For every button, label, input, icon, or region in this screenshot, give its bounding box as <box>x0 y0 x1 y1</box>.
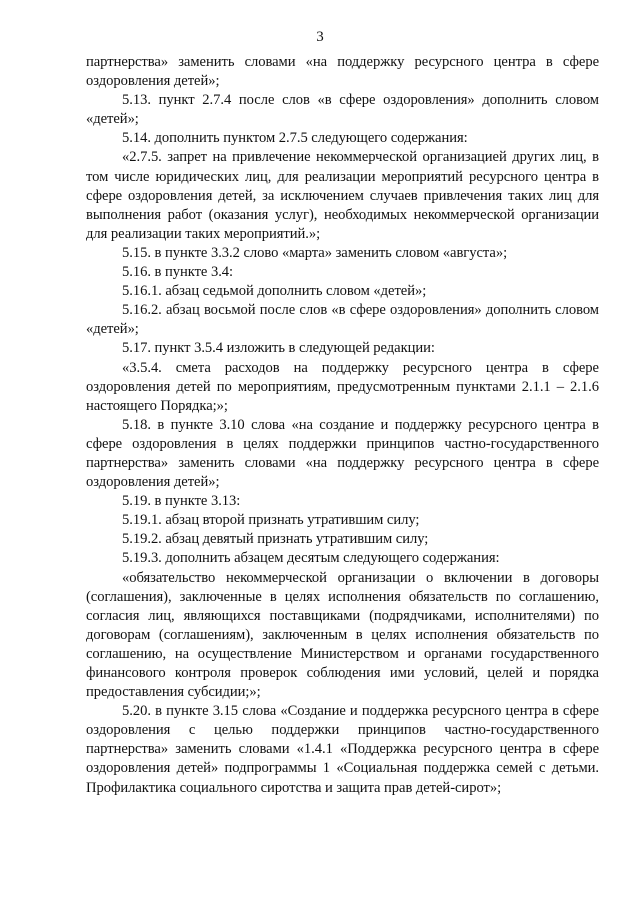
paragraph-3-5-4-quote: «3.5.4. смета расходов на поддержку ресурсного центра в сфере оздоровления детей по мероприятиям, предусмотренным пунктами 2.1.1 – 2.1.6 настоящего Порядка;»; <box>86 359 599 414</box>
paragraph-5-19-2: 5.19.2. абзац девятый признать утратившим силу; <box>122 531 429 548</box>
paragraph-5-19-1: 5.19.1. абзац второй признать утратившим силу; <box>122 512 420 529</box>
paragraph-5-19-3: 5.19.3. дополнить абзацем десятым следующего содержания: <box>122 550 500 567</box>
paragraph-5-16-1: 5.16.1. абзац седьмой дополнить словом «детей»; <box>122 283 427 300</box>
paragraph-5-16-2: 5.16.2. абзац восьмой после слов «в сфере оздоровления» дополнить словом «детей»; <box>86 302 599 338</box>
paragraph-5-14: 5.14. дополнить пунктом 2.7.5 следующего содержания: <box>122 130 468 147</box>
paragraph-5-15: 5.15. в пункте 3.3.2 слово «марта» заменить словом «августа»; <box>122 244 508 261</box>
paragraph-obligation-quote: «обязательство некоммерческой организации о включении в договоры (соглашения), заключенные в целях исполнения обязательств по соглашению, согласия лиц, являющихся поставщиками (подрядчиками, исполнителями) по договорам (соглашениям), заключенным в целях исполнения обязательств по соглашению, на осуществление Министерством и органами государственного финансового контроля проверок соблюдения ими условий, целей и порядка предоставления субсидии;»; <box>86 569 599 701</box>
page-number: 3 <box>316 29 324 45</box>
paragraph-5-18: 5.18. в пункте 3.10 слова «на создание и поддержку ресурсного центра в сфере оздоровления в целях поддержки принципов частно-государственного партнерства» заменить словами «на поддержку ресурсного центра в сфере оздоровления детей»; <box>86 416 599 491</box>
paragraph-5-13: 5.13. пункт 2.7.4 после слов «в сфере оздоровления» дополнить словом «детей»; <box>86 92 599 128</box>
paragraph-5-20: 5.20. в пункте 3.15 слова «Создание и поддержка ресурсного центра в сфере оздоровления с целью поддержки принципов частно-государственного партнерства» заменить словами «1.4.1 «Поддержка ресурсного центра в сфере оздоровления детей» подпрограммы 1 «Социальная поддержка семей с детьми. Профилактика социального сиротства и защита прав детей-сирот»; <box>86 703 599 796</box>
paragraph-5-16: 5.16. в пункте 3.4: <box>122 264 234 281</box>
paragraph-5-19: 5.19. в пункте 3.13: <box>122 493 241 510</box>
paragraph-5-17: 5.17. пункт 3.5.4 изложить в следующей редакции: <box>122 340 435 357</box>
document-body <box>86 53 599 798</box>
paragraph-continuation: партнерства» заменить словами «на поддержку ресурсного центра в сфере оздоровления детей»; <box>86 54 599 90</box>
paragraph-2-7-5-quote: «2.7.5. запрет на привлечение некоммерческой организацией других лиц, в том числе юридических лиц, для реализации мероприятий ресурсного центра в сфере оздоровления детей, за исключением случаев привлечения таких лиц для выполнения работ (оказания услуг), необходимых некоммерческой организации для реализации таких мероприятий.»; <box>86 149 599 242</box>
